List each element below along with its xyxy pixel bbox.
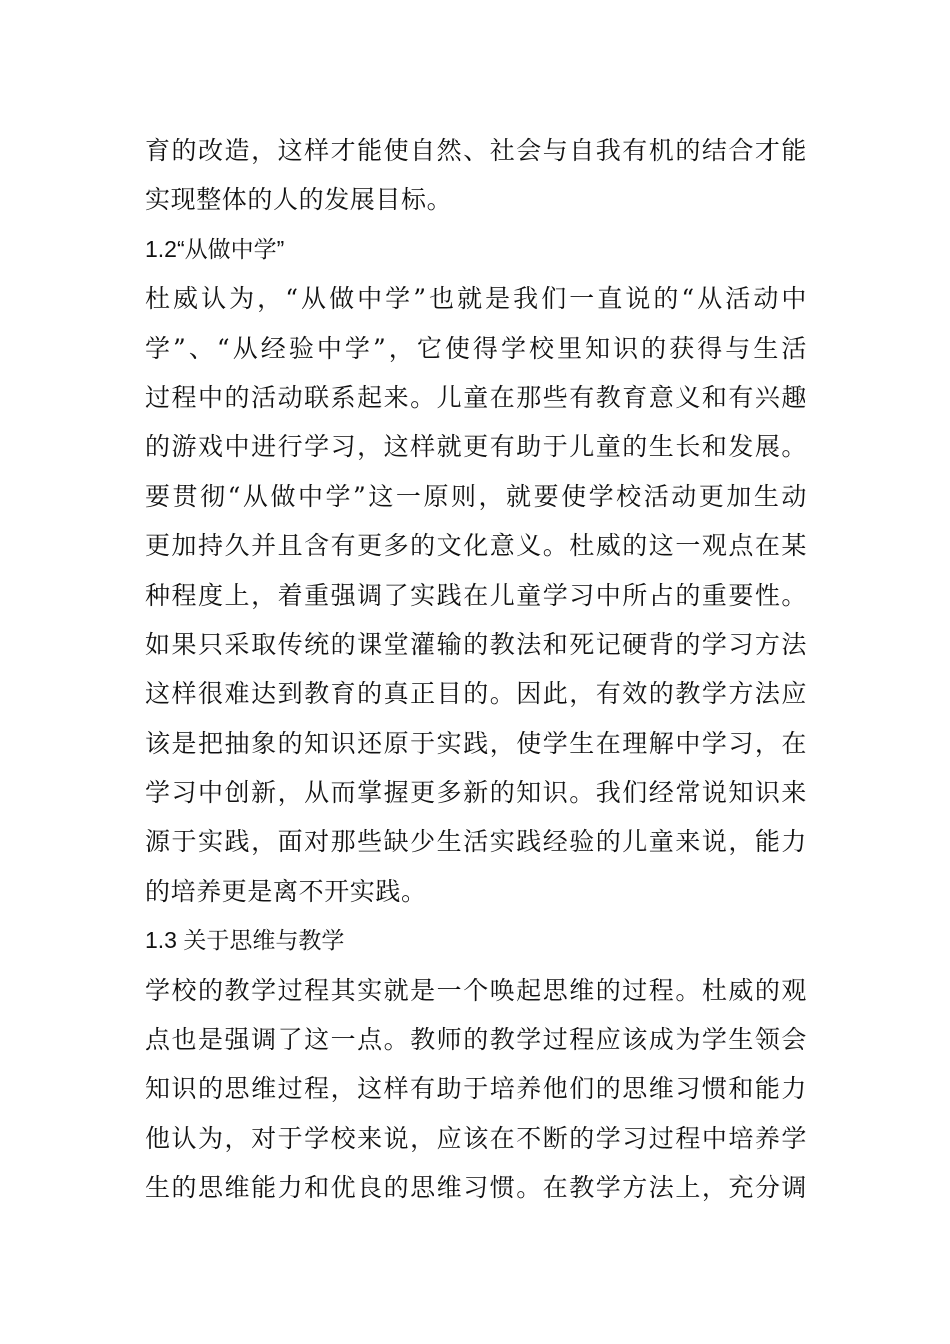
paragraph-line: 更加持久并且含有更多的文化意义。杜威的这一观点在某 <box>145 531 807 561</box>
paragraph-line: 这样很难达到教育的真正目的。因此，有效的教学方法应 <box>145 679 807 709</box>
paragraph-line: 生的思维能力和优良的思维习惯。在教学方法上，充分调 <box>145 1173 807 1203</box>
paragraph-line: 他认为，对于学校来说，应该在不断的学习过程中培养学 <box>145 1123 807 1153</box>
paragraph-line: 要贯彻“从做中学”这一原则，就要使学校活动更加生动 <box>145 481 807 511</box>
paragraph-line: 实现整体的人的发展目标。 <box>145 185 453 215</box>
paragraph-line: 学习中创新，从而掌握更多新的知识。我们经常说知识来 <box>145 778 807 808</box>
paragraph-line: 种程度上，着重强调了实践在儿童学习中所占的重要性。 <box>145 580 807 610</box>
paragraph-line: 该是把抽象的知识还原于实践，使学生在理解中学习，在 <box>145 728 807 758</box>
paragraph-line: 如果只采取传统的课堂灌输的教法和死记硬背的学习方法 <box>145 629 807 659</box>
paragraph-line: 点也是强调了这一点。教师的教学过程应该成为学生领会 <box>145 1025 807 1055</box>
paragraph-line: 源于实践，面对那些缺少生活实践经验的儿童来说，能力 <box>145 827 807 857</box>
paragraph-line: 学”、“从经验中学”，它使得学校里知识的获得与生活 <box>145 333 807 363</box>
paragraph-line: 的培养更是离不开实践。 <box>145 876 427 906</box>
paragraph-line: 杜威认为，“从做中学”也就是我们一直说的“从活动中 <box>145 284 807 314</box>
paragraph-line: 知识的思维过程，这样有助于培养他们的思维习惯和能力 <box>145 1074 807 1104</box>
section-heading: 1.2“从做中学” <box>145 235 285 262</box>
paragraph-line: 过程中的活动联系起来。儿童在那些有教育意义和有兴趣 <box>145 382 807 412</box>
paragraph-line: 学校的教学过程其实就是一个唤起思维的过程。杜威的观 <box>145 975 807 1005</box>
paragraph-line: 的游戏中进行学习，这样就更有助于儿童的生长和发展。 <box>145 432 807 462</box>
document-body <box>145 126 807 1213</box>
section-heading: 1.3 关于思维与教学 <box>145 927 345 954</box>
paragraph-line: 育的改造，这样才能使自然、社会与自我有机的结合才能 <box>145 136 807 165</box>
